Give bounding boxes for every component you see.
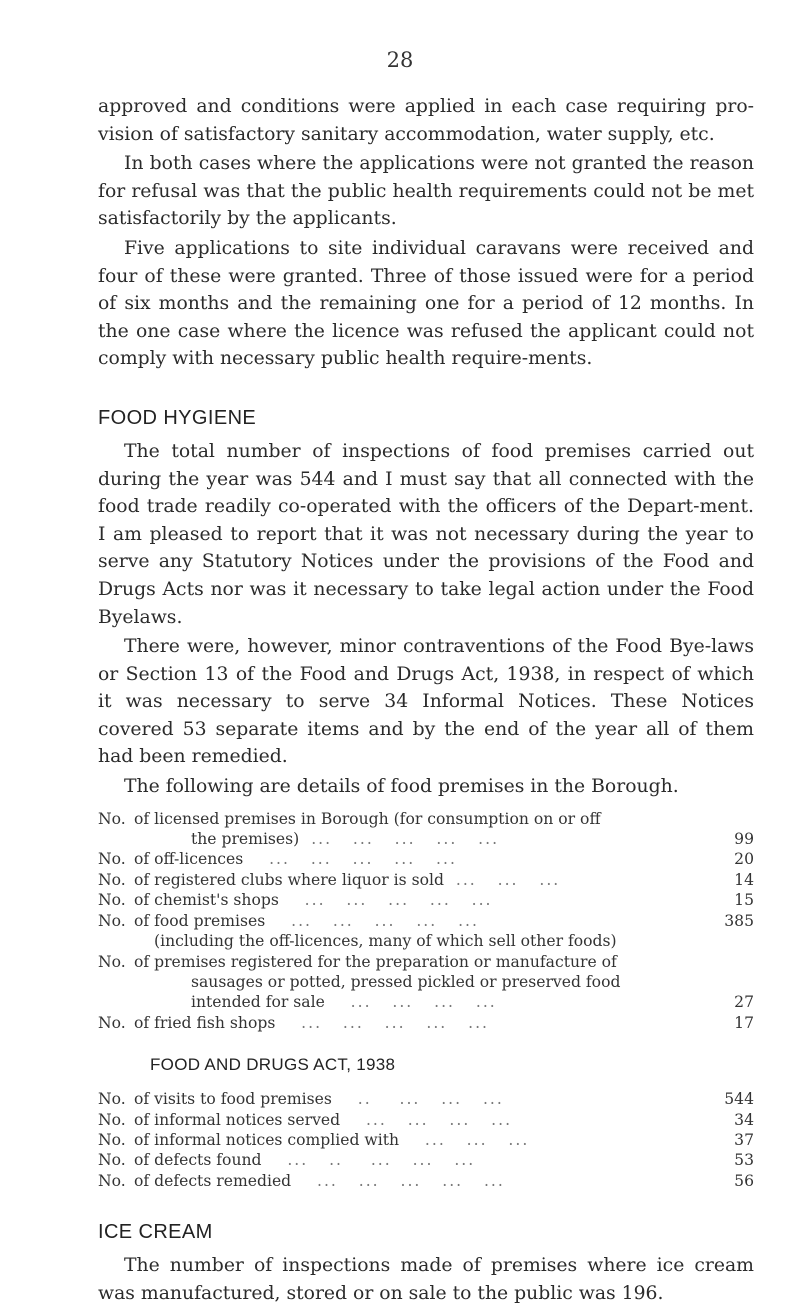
list-item xyxy=(98,890,754,910)
list-item xyxy=(98,1110,754,1130)
food-hygiene-paragraph-3: The following are details of food premises in the Borough. xyxy=(124,776,679,798)
list-item xyxy=(98,809,754,829)
list-item xyxy=(98,870,754,890)
list-item xyxy=(98,952,754,972)
intro-paragraph-2: In both cases where the applications were not granted the reason for refusal was that the public health requirements could not be met satisfactorily by the applicants. xyxy=(98,153,754,230)
list-item xyxy=(98,849,754,869)
item-value: 17 xyxy=(734,1013,754,1032)
item-label: of informal notices complied with ... ... ... xyxy=(134,1130,530,1149)
item-label: of premises registered for the preparation or manufacture of xyxy=(134,952,617,971)
item-label: the premises) ... ... ... ... ... xyxy=(191,830,500,849)
item-prefix: No. xyxy=(98,1110,126,1129)
list-item xyxy=(98,1013,754,1033)
list-item-continuation xyxy=(98,972,754,992)
item-label: of informal notices served ... ... ... ... xyxy=(134,1110,513,1129)
food-hygiene-paragraph-1: The total number of inspections of food premises carried out during the year was 544 and I must say that all connected with the food trade readily co-operated with the officers of the Depart-ment. I am pleased to report that it was not necessary during the year to serve any Statutory Notices under the provisions of the Food and Drugs Acts nor was it necessary to take legal action under the Food Byelaws. xyxy=(98,440,754,628)
item-value: 14 xyxy=(734,870,754,889)
item-value: 99 xyxy=(734,830,754,849)
item-value: 15 xyxy=(734,891,754,910)
food-hygiene-paragraph-2: There were, however, minor contraventions of the Food Bye-laws or Section 13 of the Food and Drugs Act, 1938, in respect of which it was necessary to serve 34 Informal Notices. These Notices covered 53 separate items and by the end of the year all of them had been remedied. xyxy=(98,636,754,768)
item-prefix: No. xyxy=(98,891,126,910)
item-value: 53 xyxy=(734,1151,754,1170)
item-value: 27 xyxy=(734,993,754,1012)
list-item xyxy=(98,1089,754,1109)
food-hygiene-heading: FOOD HYGIENE xyxy=(98,406,257,429)
item-prefix: No. xyxy=(98,1090,126,1109)
item-value: 34 xyxy=(734,1110,754,1129)
item-prefix: No. xyxy=(98,850,126,869)
item-value: 56 xyxy=(734,1171,754,1190)
item-prefix: No. xyxy=(98,1171,126,1190)
item-value: 20 xyxy=(734,850,754,869)
food-drugs-act-heading: FOOD AND DRUGS ACT, 1938 xyxy=(150,1055,396,1075)
ice-cream-paragraph: The number of inspections made of premises where ice cream was manufactured, stored or on sale to the public was 196. xyxy=(98,1255,754,1304)
item-label: of off-licences ... ... ... ... ... xyxy=(134,850,457,869)
intro-paragraph-3: Five applications to site individual caravans were received and four of these were granted. Three of those issued were for a period of six months and the remaining one for a period of 12 months. In the one case where the licence was refused the applicant could not comply with necessary public health require-ments. xyxy=(98,237,754,370)
item-prefix: No. xyxy=(98,1130,126,1149)
list-item-continuation xyxy=(98,992,754,1012)
item-label: of visits to food premises .. ... ... ... xyxy=(134,1090,504,1109)
item-label: of registered clubs where liquor is sold ... ... ... xyxy=(134,870,561,889)
item-prefix: No. xyxy=(98,1151,126,1170)
list-item xyxy=(98,911,754,931)
list-item-continuation xyxy=(98,829,754,849)
list-item-note xyxy=(98,931,754,951)
item-prefix: No. xyxy=(98,809,126,828)
item-label: of food premises ... ... ... ... ... xyxy=(134,911,479,930)
item-label: of defects remedied ... ... ... ... ... xyxy=(134,1171,505,1190)
premises-list xyxy=(98,809,754,1033)
item-label: of fried fish shops ... ... ... ... ... xyxy=(134,1013,490,1032)
item-prefix: No. xyxy=(98,952,126,971)
item-prefix: No. xyxy=(98,911,126,930)
item-value: 385 xyxy=(724,911,754,930)
list-item xyxy=(98,1150,754,1170)
page-body xyxy=(98,93,754,1307)
page-number: 28 xyxy=(386,48,414,72)
intro-paragraph-1: approved and conditions were applied in each case requiring pro-vision of satisfactory sanitary accommodation, water supply, etc. xyxy=(98,96,754,145)
list-item xyxy=(98,1130,754,1150)
item-label: of defects found ... .. ... ... ... xyxy=(134,1151,476,1170)
item-prefix: No. xyxy=(98,1013,126,1032)
item-prefix: No. xyxy=(98,870,126,889)
item-note: (including the off-licences, many of which sell other foods) xyxy=(154,932,617,951)
food-drugs-act-list xyxy=(98,1089,754,1191)
item-value: 37 xyxy=(734,1130,754,1149)
item-value: 544 xyxy=(724,1090,754,1109)
item-label: sausages or potted, pressed pickled or preserved food xyxy=(191,972,621,991)
item-label: intended for sale ... ... ... ... xyxy=(191,993,497,1012)
item-label: of licensed premises in Borough (for consumption on or off xyxy=(134,809,601,828)
ice-cream-heading: ICE CREAM xyxy=(98,1221,213,1244)
item-label: of chemist's shops ... ... ... ... ... xyxy=(134,891,493,910)
list-item xyxy=(98,1171,754,1191)
